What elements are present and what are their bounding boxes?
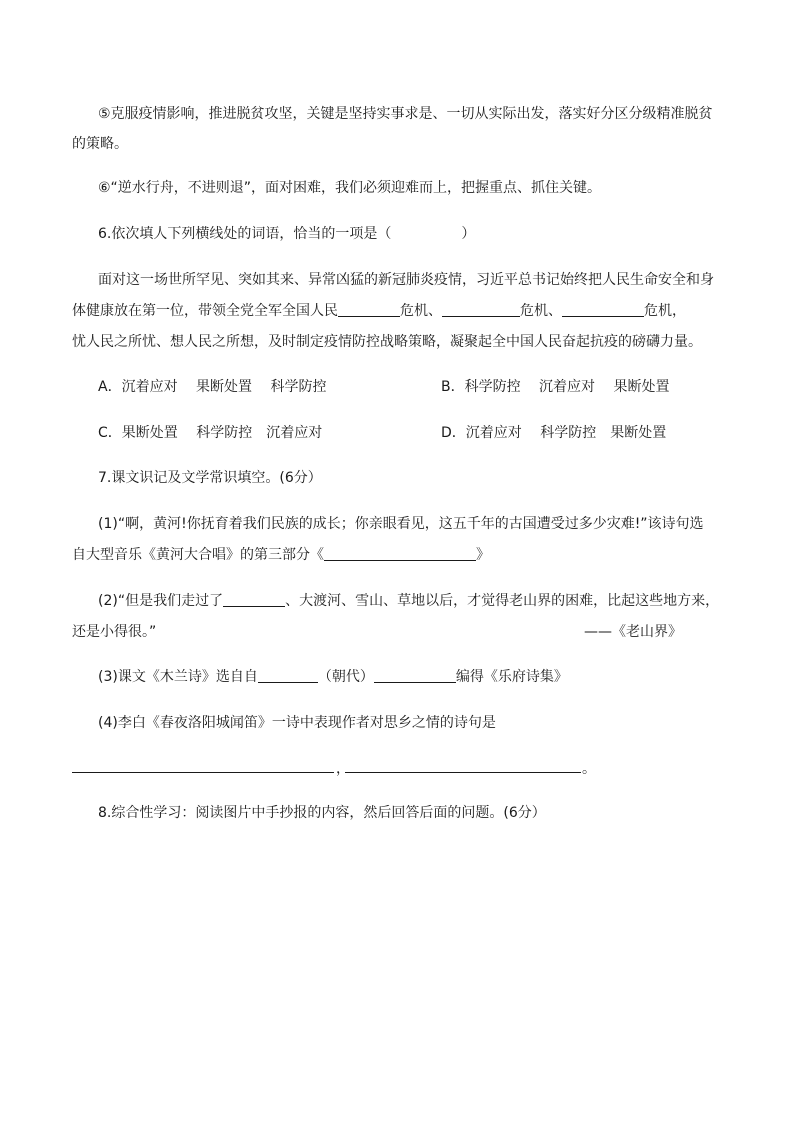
q6-passage-line1: 面对这一场世所罕见、突如其来、异常凶猛的新冠肺炎疫情，习近平总书记始终把人民生命安全和身: [98, 272, 714, 288]
q7-part4-period: 。: [582, 761, 596, 777]
q6-passage-crisis-1: 危机、: [400, 303, 442, 319]
q6-passage-line2: [72, 301, 728, 321]
q7-part4-blank-1[interactable]: [72, 771, 334, 773]
q7-part1-close: 》: [476, 547, 490, 563]
q7-part1-blank[interactable]: [324, 545, 476, 561]
item5-line1: ⑤克服疫情影响，推进脱贫攻坚，关键是坚持实事求是、一切从实际出发，落实好分区分级精准脱贫: [98, 106, 713, 122]
q7-part1-line1: (1)“啊，黄河!你抚育着我们民族的成长；你亲眼看见，这五千年的古国遭受过多少灾难!”该诗句选: [98, 516, 704, 532]
q6-passage-line3: 忧人民之所忧、想人民之所想，及时制定疫情防控战略策略，凝聚起全中国人民奋起抗疫的磅礴力量。: [72, 334, 702, 350]
q7-part3: [98, 667, 728, 687]
q7-part2-line2: 还是小得很。”: [72, 624, 157, 640]
q7-part2-attribution: ——《老山界》: [584, 624, 682, 640]
q6-option-d[interactable]: D．沉着应对 科学防控 果断处置: [441, 425, 667, 441]
q6-option-a[interactable]: A．沉着应对 果断处置 科学防控: [98, 379, 327, 395]
q6-blank-3[interactable]: [562, 301, 644, 317]
item6-quote: ⑥“逆水行舟，不进则退”，面对困难，我们必须迎难而上，把握重点、抓住关键。: [98, 180, 602, 196]
q6-stem-text: 6.依次填人下列横线处的词语，恰当的一项是（: [98, 226, 392, 242]
q7-part3-text-a: (3)课文《木兰诗》选自自: [98, 669, 258, 685]
q7-stem: 7.课文识记及文学常识填空。(6分）: [98, 470, 322, 486]
q7-part2-text-b: 、大渡河、雪山、草地以后，才觉得老山界的困难，比起这些地方来，: [285, 593, 720, 609]
q7-part2-text-a: (2)“但是我们走过了: [98, 593, 224, 609]
q7-part4-blank-2[interactable]: [345, 771, 581, 773]
q6-stem: [98, 224, 728, 244]
q6-option-c[interactable]: C．果断处置 科学防控 沉着应对: [98, 425, 323, 441]
q7-part3-blank-dynasty[interactable]: [258, 667, 318, 683]
q7-part4-comma: ，: [336, 761, 350, 777]
q7-part1-line2-text: 自大型音乐《黄河大合唱》的第三部分《: [72, 547, 324, 563]
q7-part1-line2: [72, 545, 728, 565]
q6-stem-close: ）: [461, 226, 476, 242]
q6-passage-crisis-2: 危机、: [520, 303, 562, 319]
q7-part3-text-c: 编得《乐府诗集》: [455, 669, 568, 685]
q7-part3-text-b: （朝代）: [317, 669, 374, 685]
q6-passage-line2-text: 体健康放在第一位，带领全党全军全国人民: [72, 303, 338, 319]
q7-part2-line1: [98, 591, 728, 611]
q7-part2-blank[interactable]: [223, 591, 285, 607]
q6-blank-1[interactable]: [338, 301, 400, 317]
q6-passage-crisis-3: 危机，: [644, 303, 686, 319]
q8-stem: 8.综合性学习：阅读图片中手抄报的内容，然后回答后面的问题。(6分）: [98, 805, 546, 821]
q7-part4-line1: (4)李白《春夜洛阳城闻笛》一诗中表现作者对思乡之情的诗句是: [98, 715, 496, 731]
item5-line2: 的策略。: [72, 136, 128, 152]
q6-option-b[interactable]: B．科学防控 沉着应对 果断处置: [441, 379, 670, 395]
q6-blank-2[interactable]: [442, 301, 520, 317]
q7-part3-blank-compiler[interactable]: [374, 667, 456, 683]
